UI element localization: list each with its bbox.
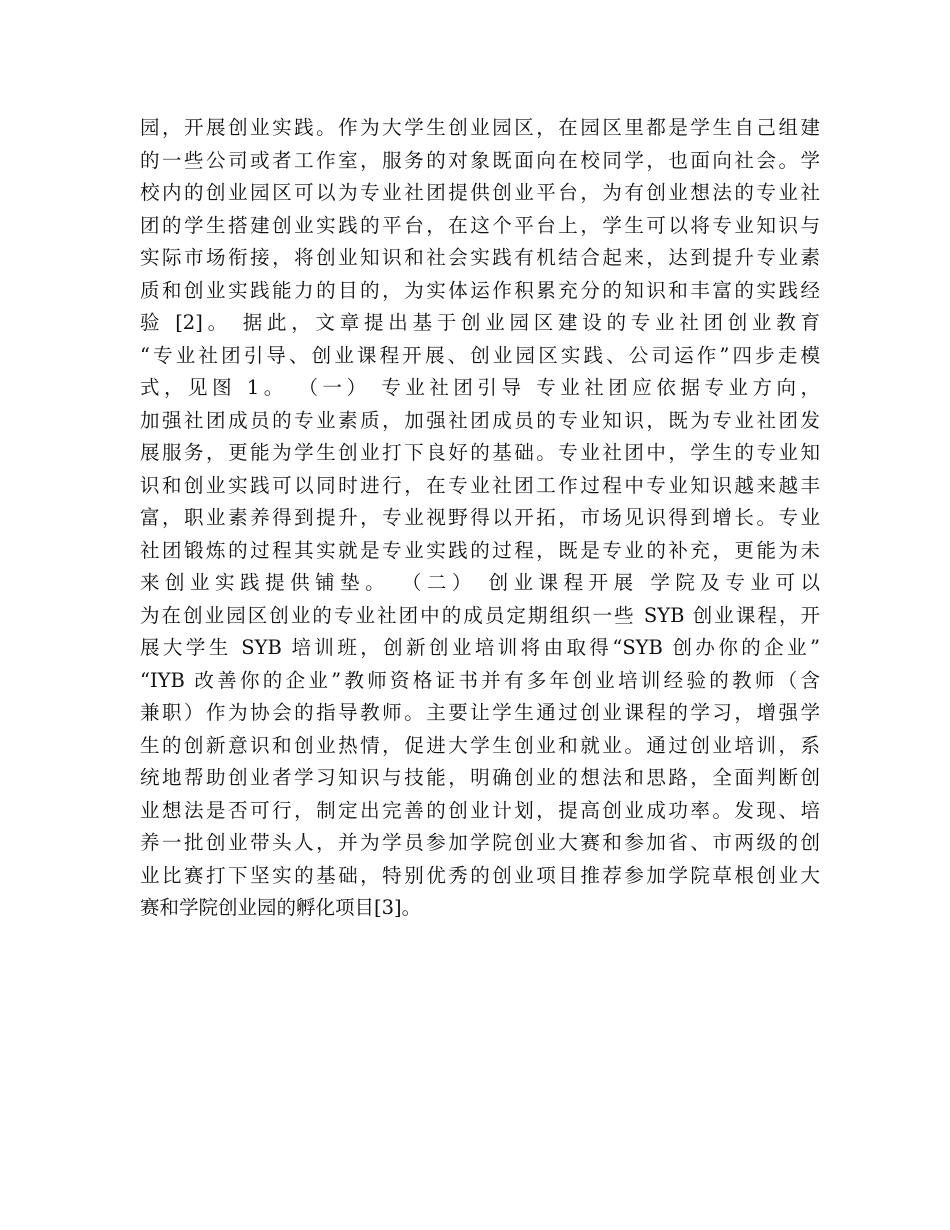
- text-line: 加强社团成员的专业素质，加强社团成员的专业知识，既为专业社团发: [140, 408, 820, 432]
- text-line: 富，职业素养得到提升，专业视野得以开拓，市场见识得到增长。专业: [140, 506, 820, 529]
- text-line: 的一些公司或者工作室，服务的对象既面向在校同学，也面向社会。学: [140, 148, 820, 172]
- text-line: 为在创业园区创业的专业社团中的成员定期组织一些 SYB 创业课程，开: [140, 603, 820, 627]
- text-line: 式，见图 1。 （一） 专业社团引导 专业社团应依据专业方向，: [140, 376, 820, 399]
- text-line: 兼职）作为协会的指导教师。主要让学生通过创业课程的学习，增强学: [140, 701, 820, 724]
- body-text: [140, 112, 820, 925]
- text-line: 业比赛打下坚实的基础，特别优秀的创业项目推荐参加学院草根创业大: [140, 863, 820, 887]
- text-line: 验 [2]。 据此，文章提出基于创业园区建设的专业社团创业教育: [140, 311, 820, 334]
- text-line: 识和创业实践可以同时进行，在专业社团工作过程中专业知识越来越丰: [140, 473, 820, 497]
- text-line: 业想法是否可行，制定出完善的创业计划，提高创业成功率。发现、培: [140, 798, 820, 822]
- text-line: 实际市场衔接，将创业知识和社会实践有机结合起来，达到提升专业素: [140, 246, 820, 269]
- text-line: 展大学生 SYB 培训班，创新创业培训将由取得“SYB 创办你的企业”: [140, 636, 820, 659]
- text-line: 团的学生搭建创业实践的平台，在这个平台上，学生可以将专业知识与: [140, 213, 820, 237]
- text-line: 赛和学院创业园的孵化项目[3]。: [140, 896, 422, 919]
- text-line: 社团锻炼的过程其实就是专业实践的过程，既是专业的补充，更能为未: [140, 538, 820, 562]
- text-line: 来创业实践提供铺垫。 （二） 创业课程开展 学院及专业可以: [140, 571, 820, 594]
- text-line: 质和创业实践能力的目的，为实体运作积累充分的知识和丰富的实践经: [140, 278, 820, 302]
- text-line: 统地帮助创业者学习知识与技能，明确创业的想法和思路，全面判断创: [140, 766, 820, 789]
- text-line: “IYB 改善你的企业”教师资格证书并有多年创业培训经验的教师（含: [140, 668, 820, 692]
- text-line: 展服务，更能为学生创业打下良好的基础。专业社团中，学生的专业知: [140, 441, 820, 464]
- text-line: 养一批创业带头人，并为学员参加学院创业大赛和参加省、市两级的创: [140, 831, 820, 854]
- text-line: 园，开展创业实践。作为大学生创业园区，在园区里都是学生自己组建: [140, 116, 820, 139]
- text-line: “专业社团引导、创业课程开展、创业园区实践、公司运作”四步走模: [140, 343, 820, 367]
- text-line: 校内的创业园区可以为专业社团提供创业平台，为有创业想法的专业社: [140, 181, 820, 204]
- text-line: 生的创新意识和创业热情，促进大学生创业和就业。通过创业培训，系: [140, 733, 820, 757]
